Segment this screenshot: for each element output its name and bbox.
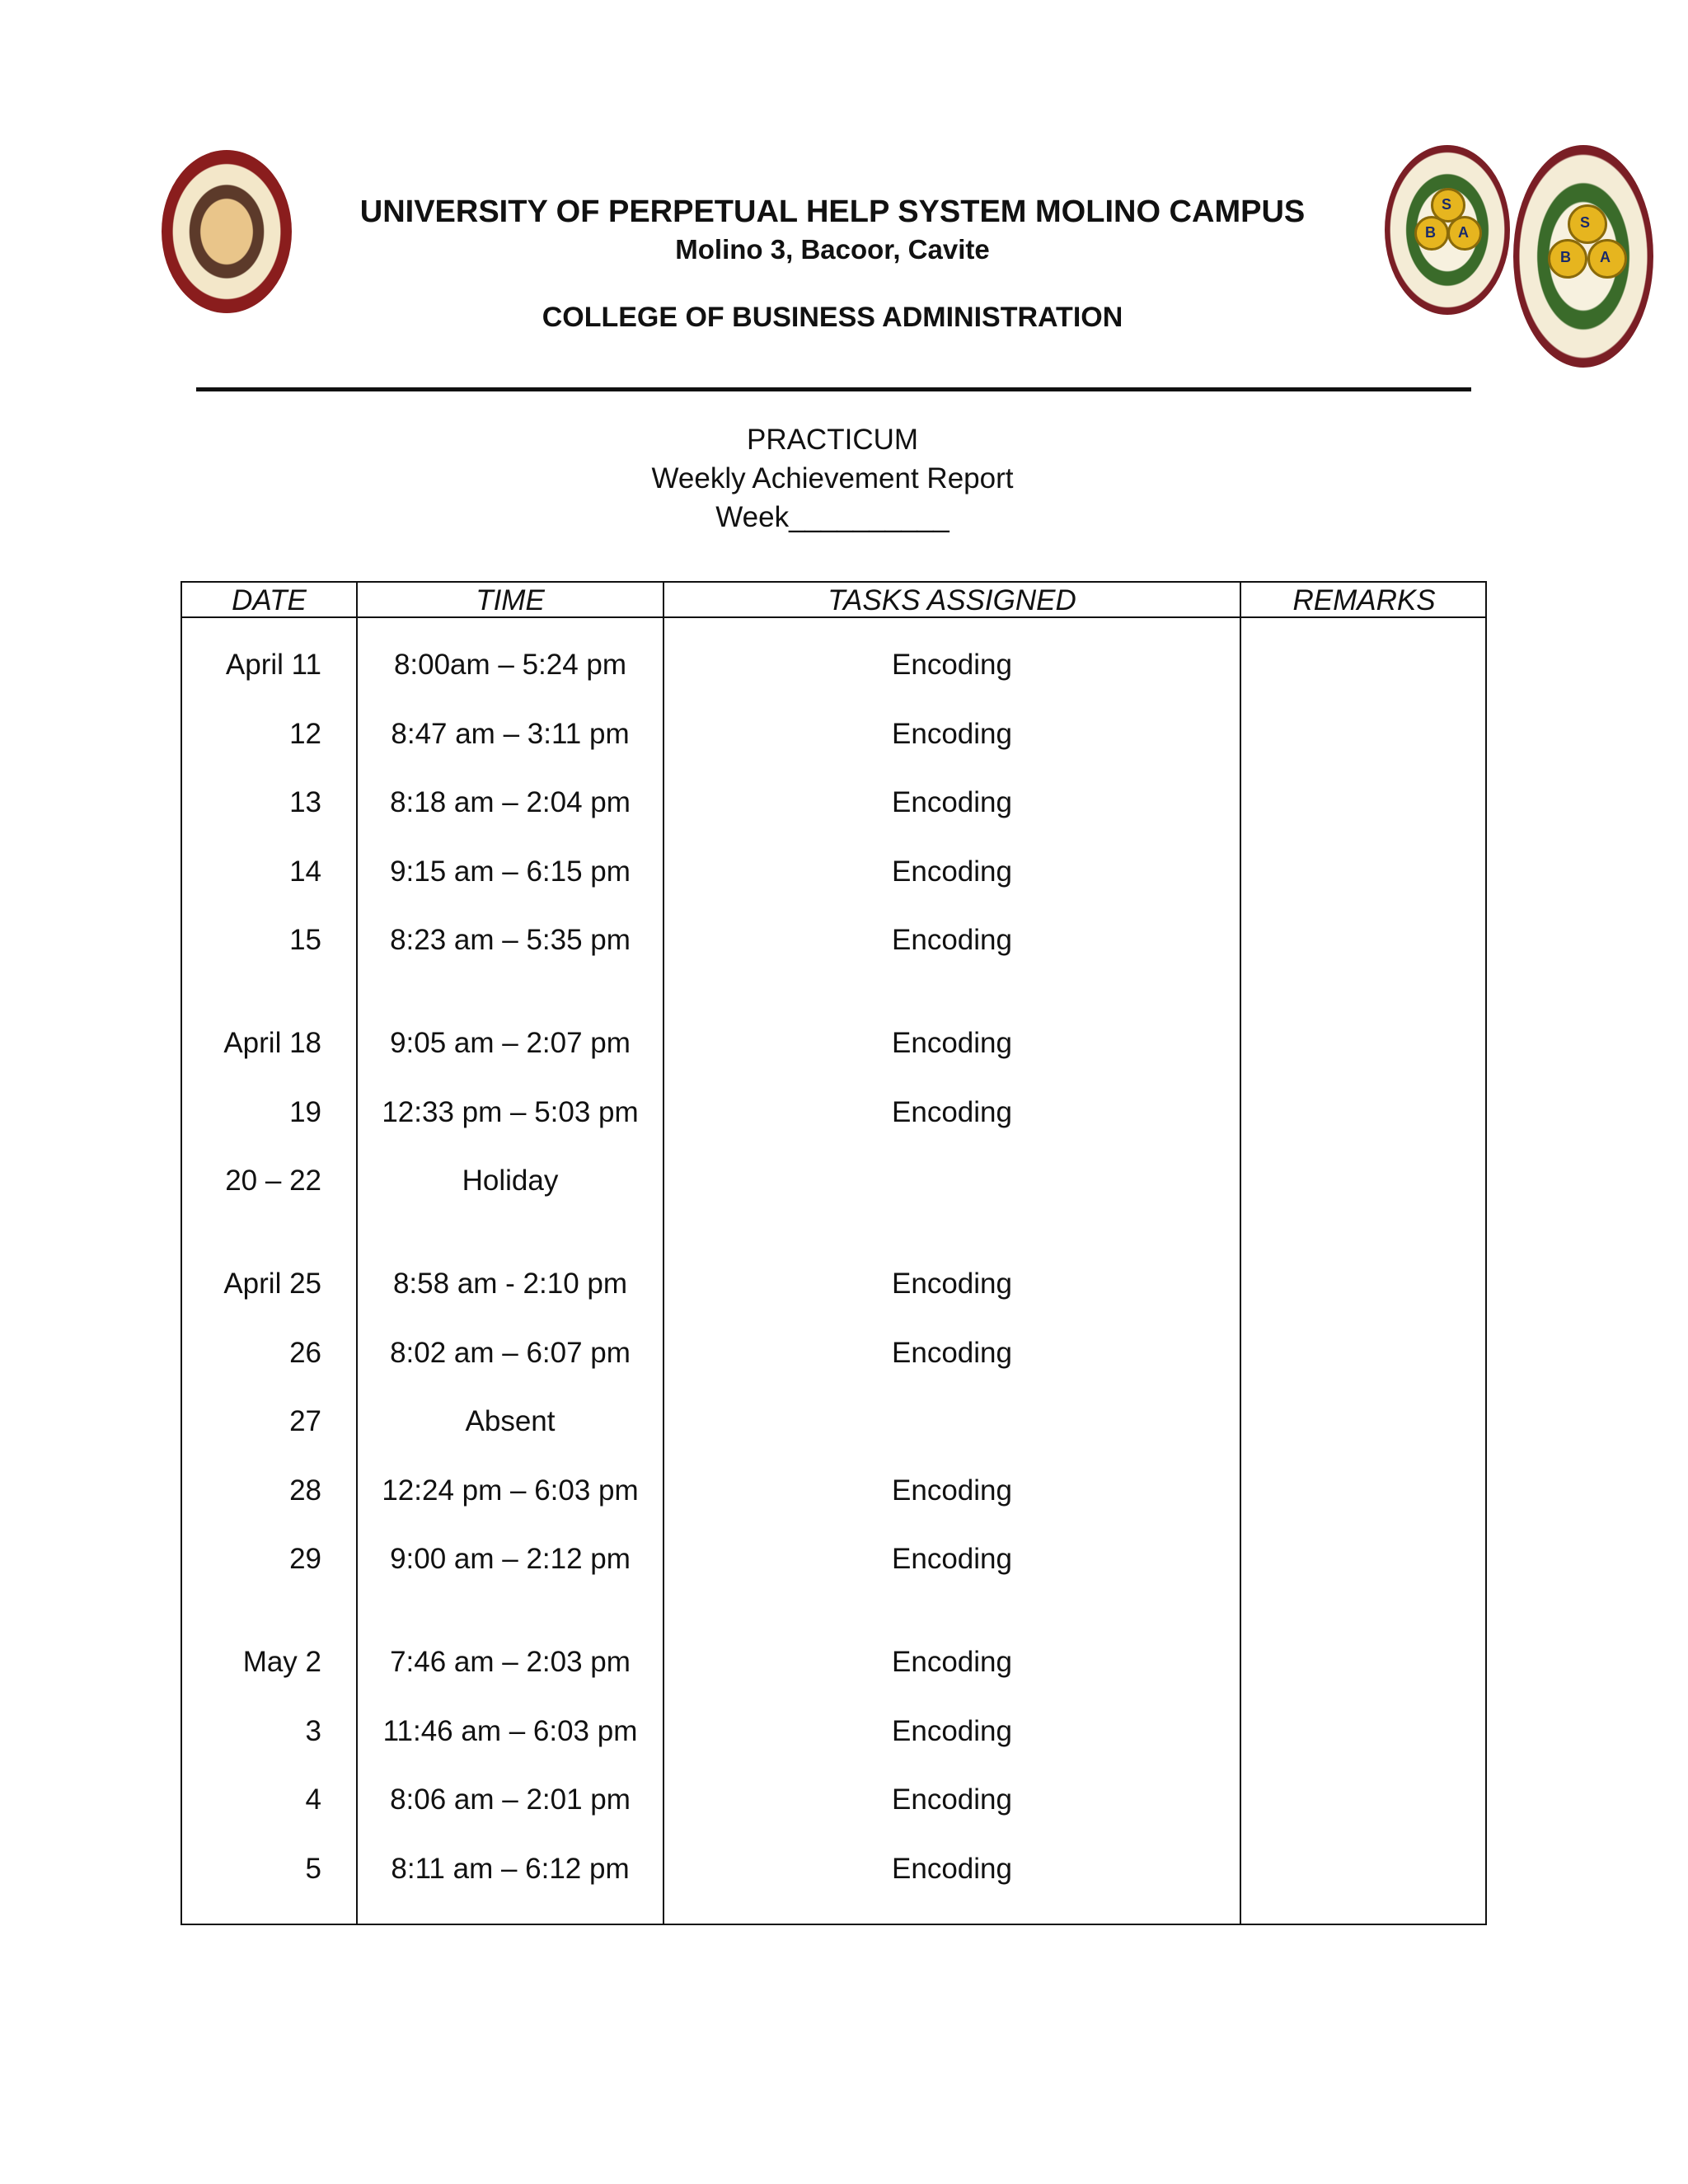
cell-task: Encoding: [892, 1027, 1012, 1059]
cell-date: 13: [289, 786, 321, 818]
cell-time: 12:33 pm – 5:03 pm: [382, 1095, 639, 1128]
header-time: TIME: [476, 584, 545, 616]
header-tasks: TASKS ASSIGNED: [828, 584, 1076, 616]
column-divider: [1240, 583, 1241, 1924]
cell-task: Encoding: [892, 1714, 1012, 1747]
cell-time: 8:23 am – 5:35 pm: [390, 924, 631, 956]
cell-date: 14: [289, 855, 321, 888]
week-field: Week__________: [715, 501, 950, 533]
cell-date: 5: [305, 1852, 321, 1885]
report-title: Weekly Achievement Report: [651, 462, 1014, 494]
cell-task: Encoding: [892, 1336, 1012, 1369]
cell-time: Absent: [465, 1405, 556, 1437]
cell-date: 20 – 22: [225, 1165, 321, 1197]
cell-date: 26: [289, 1336, 321, 1369]
cell-time: 8:47 am – 3:11 pm: [391, 717, 630, 750]
cell-task: Encoding: [892, 1474, 1012, 1507]
cell-time: 9:05 am – 2:07 pm: [390, 1027, 631, 1059]
header-remarks: REMARKS: [1292, 584, 1436, 616]
cell-task: Encoding: [892, 1852, 1012, 1885]
cell-date: May 2: [242, 1646, 321, 1678]
cell-time: 12:24 pm – 6:03 pm: [382, 1474, 639, 1507]
cell-task: Encoding: [892, 1646, 1012, 1678]
cell-date: April 11: [225, 649, 321, 681]
cell-time: 9:00 am – 2:12 pm: [390, 1543, 631, 1575]
cell-task: Encoding: [892, 717, 1012, 750]
achievement-table: [181, 581, 1487, 1925]
cell-time: 7:46 am – 2:03 pm: [390, 1646, 631, 1678]
cell-time: 8:18 am – 2:04 pm: [390, 786, 631, 818]
cell-task: Encoding: [892, 1543, 1012, 1575]
cell-task: Encoding: [892, 649, 1012, 681]
university-name: UNIVERSITY OF PERPETUAL HELP SYSTEM MOLINO CAMPUS: [359, 194, 1306, 229]
cell-time: 8:58 am - 2:10 pm: [392, 1268, 628, 1300]
cell-date: 19: [289, 1095, 321, 1128]
cell-date: April 18: [223, 1027, 321, 1059]
cell-task: Encoding: [892, 786, 1012, 818]
cell-time: 8:02 am – 6:07 pm: [390, 1336, 631, 1369]
cell-time: 8:11 am – 6:12 pm: [391, 1852, 630, 1885]
business-administration-seal-icon: S B A: [1385, 145, 1510, 315]
cell-date: 27: [289, 1405, 321, 1437]
cell-date: 3: [305, 1714, 321, 1747]
cell-date: 29: [289, 1543, 321, 1575]
cell-date: 15: [289, 924, 321, 956]
cell-task: Encoding: [892, 1783, 1012, 1816]
college-name: COLLEGE OF BUSINESS ADMINISTRATION: [542, 302, 1123, 333]
cell-task: Encoding: [892, 1268, 1012, 1300]
cell-task: Encoding: [892, 1095, 1012, 1128]
header-divider: [196, 387, 1471, 391]
header-date: DATE: [232, 584, 307, 616]
business-administration-seal-icon: S B A: [1513, 145, 1653, 368]
cell-date: 4: [305, 1783, 321, 1816]
cell-time: Holiday: [462, 1165, 559, 1197]
cell-time: 11:46 am – 6:03 pm: [382, 1714, 638, 1747]
cell-task: Encoding: [892, 924, 1012, 956]
cell-task: Encoding: [892, 855, 1012, 888]
cell-time: 8:06 am – 2:01 pm: [390, 1783, 631, 1816]
cell-date: April 25: [223, 1268, 321, 1300]
campus-address: Molino 3, Bacoor, Cavite: [675, 234, 990, 265]
header-row-divider: [182, 616, 1485, 618]
cell-date: 28: [289, 1474, 321, 1507]
cell-time: 9:15 am – 6:15 pm: [390, 855, 631, 888]
university-seal-icon: [162, 150, 292, 313]
cell-date: 12: [289, 717, 321, 750]
program-title: PRACTICUM: [746, 424, 919, 456]
cell-time: 8:00am – 5:24 pm: [393, 649, 627, 681]
